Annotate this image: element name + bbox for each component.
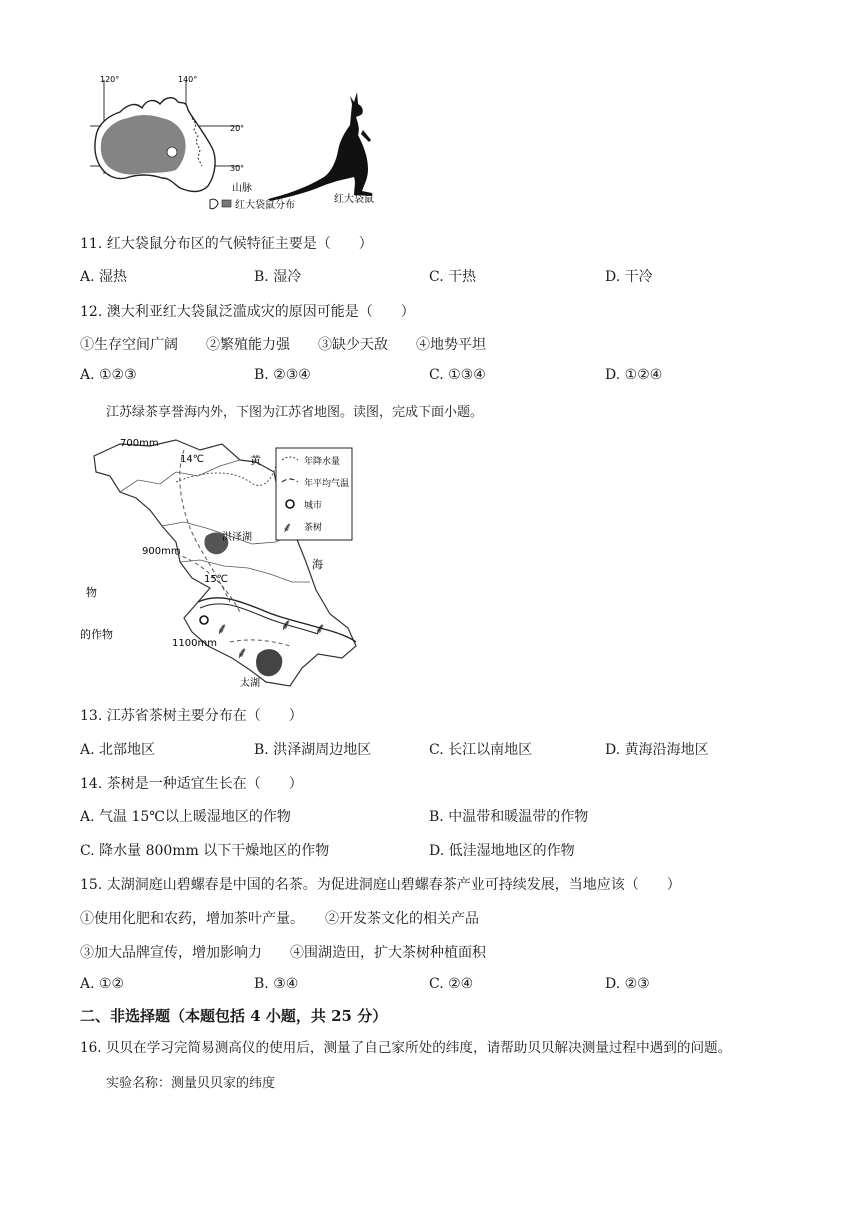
jiangsu-intro: 江苏绿茶享誉海内外，下图为江苏省地图。读图，完成下面小题。 <box>106 405 484 420</box>
sea-huang-label: 黄 <box>250 454 261 467</box>
q12-option-b[interactable]: B. ②③④ <box>254 367 311 383</box>
sea-hai-label: 海 <box>312 558 323 571</box>
q11-option-d[interactable]: D. 干冷 <box>605 269 653 285</box>
q13-option-d[interactable]: D. 黄海沿海地区 <box>605 742 709 758</box>
q12-option-c[interactable]: C. ①③④ <box>429 367 486 383</box>
q15-option-b[interactable]: B. ③④ <box>254 976 299 992</box>
q13-stem: 13. 江苏省茶树主要分布在（ ） <box>80 708 303 724</box>
legend-city-label: 城市 <box>304 501 323 511</box>
left-cropped-text-1: 物 <box>86 586 97 599</box>
q16-stem: 16. 贝贝在学习完简易测高仪的使用后，测量了自己家所处的纬度，请帮助贝贝解决测量过程中遇到的问题。 <box>80 1040 732 1056</box>
q15-option-d[interactable]: D. ②③ <box>605 976 650 992</box>
q12-items: ①生存空间广阔 ②繁殖能力强 ③缺少天敌 ④地势平坦 <box>80 337 486 353</box>
legend-range-label: 红大袋鼠分布 <box>235 200 295 211</box>
svg-text:⸙: ⸙ <box>282 520 293 536</box>
legend-temp-label: 年平均气温 <box>304 479 350 489</box>
q12-option-d[interactable]: D. ①②④ <box>605 367 663 383</box>
lat-30-label: 30° <box>230 164 245 173</box>
q12-option-a[interactable]: A. ①②③ <box>80 367 137 383</box>
jiangsu-legend <box>276 448 352 540</box>
iso-14c-label: 14℃ <box>180 454 204 465</box>
q14-option-c[interactable]: C. 降水量 800mm 以下干燥地区的作物 <box>80 843 330 859</box>
q11-option-a[interactable]: A. 湿热 <box>80 269 128 285</box>
q14-stem: 14. 茶树是一种适宜生长在（ ） <box>80 776 303 792</box>
q15-items-line1: ①使用化肥和农药，增加茶叶产量。 ②开发茶文化的相关产品 <box>80 911 479 927</box>
lon-140-label: 140° <box>178 75 198 84</box>
q15-option-a[interactable]: A. ①② <box>80 976 125 992</box>
iso-1100-label: 1100mm <box>172 638 217 649</box>
iso-15c-label: 15℃ <box>204 574 228 585</box>
q15-option-c[interactable]: C. ②④ <box>429 976 474 992</box>
city-icon <box>200 616 208 624</box>
legend-range-swatch <box>222 200 231 207</box>
q13-option-b[interactable]: B. 洪泽湖周边地区 <box>254 742 372 758</box>
australia-map-figure <box>80 74 410 214</box>
iso-700-label: 700mm <box>120 438 159 449</box>
q11-option-c[interactable]: C. 干热 <box>429 269 477 285</box>
svg-text:⸙: ⸙ <box>236 643 249 662</box>
legend-tea-label: 茶树 <box>304 523 323 533</box>
kangaroo-icon <box>268 92 372 201</box>
lat-20-label: 20° <box>230 124 245 133</box>
jiangsu-map-figure <box>80 432 370 692</box>
svg-text:⸙: ⸙ <box>280 615 293 634</box>
left-cropped-text-2: 的作物 <box>80 628 113 641</box>
q12-stem: 12. 澳大利亚红大袋鼠泛滥成灾的原因可能是（ ） <box>80 304 415 320</box>
q13-option-c[interactable]: C. 长江以南地区 <box>429 742 533 758</box>
legend-mountain-label: 山脉 <box>232 183 252 194</box>
q14-option-a[interactable]: A. 气温 15℃以上暖湿地区的作物 <box>80 809 291 825</box>
q11-stem: 11. 红大袋鼠分布区的气候特征主要是（ ） <box>80 236 373 252</box>
tai-lake-label: 太湖 <box>240 678 260 689</box>
q15-items-line2: ③加大品牌宣传，增加影响力 ④围湖造田，扩大茶树种植面积 <box>80 945 486 961</box>
hongze-lake-label: 洪泽湖 <box>222 532 252 543</box>
section-heading-nonchoice: 二、非选择题（本题包括 4 小题，共 25 分） <box>80 1007 388 1025</box>
svg-text:⸙: ⸙ <box>216 619 229 638</box>
iso-900-label: 900mm <box>142 546 181 557</box>
legend-precip-label: 年降水量 <box>304 457 341 467</box>
q14-option-b[interactable]: B. 中温带和暖温带的作物 <box>429 809 589 825</box>
q11-option-b[interactable]: B. 湿冷 <box>254 269 302 285</box>
q14-option-d[interactable]: D. 低洼湿地地区的作物 <box>429 843 575 859</box>
q16-experiment-name: 实验名称：测量贝贝家的纬度 <box>106 1076 276 1091</box>
q15-stem: 15. 太湖洞庭山碧螺春是中国的名茶。为促进洞庭山碧螺春茶产业可持续发展，当地应该（ ） <box>80 877 681 893</box>
lon-120-label: 120° <box>100 75 120 84</box>
q13-option-a[interactable]: A. 北部地区 <box>80 742 156 758</box>
svg-text:⸙: ⸙ <box>314 619 327 638</box>
kangaroo-caption: 红大袋鼠 <box>334 194 374 205</box>
